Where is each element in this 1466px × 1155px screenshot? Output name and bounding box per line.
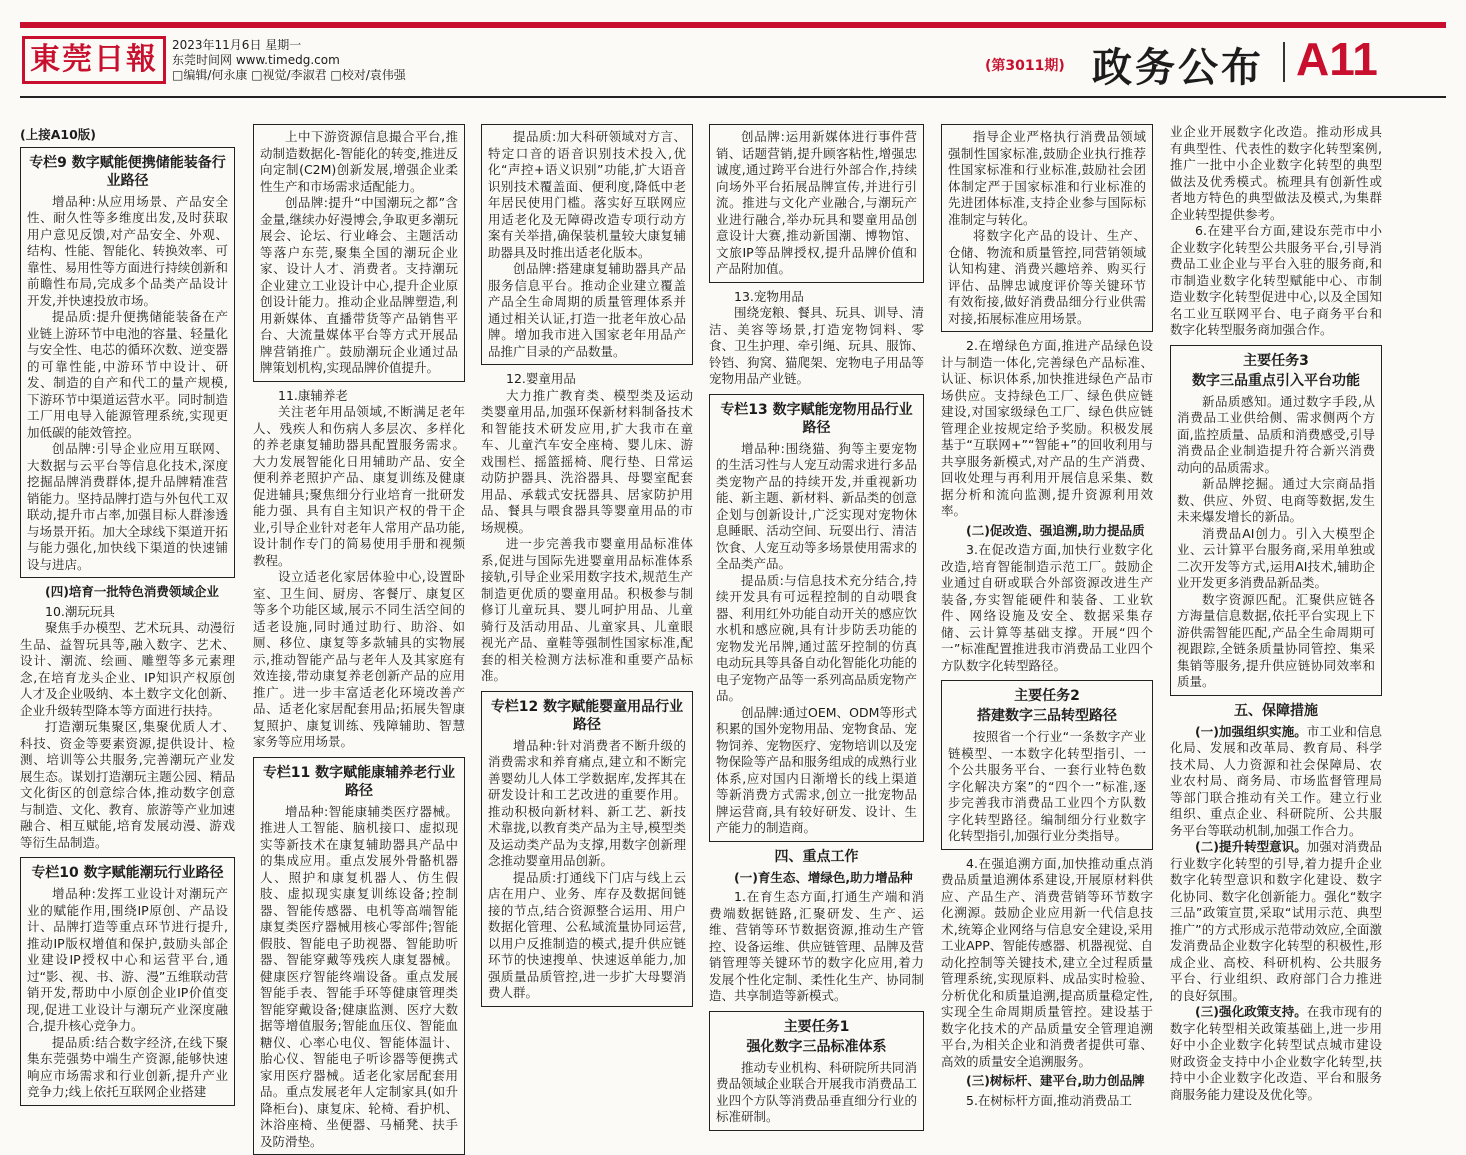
box-title: 专栏11 数字赋能康辅养老行业路径 — [260, 764, 458, 800]
box-title: 专栏12 数字赋能婴童用品行业路径 — [488, 698, 686, 734]
sub-heading: (三)树标杆、建平台,助力创品牌 — [941, 1073, 1153, 1090]
paragraph: 设立适老化家居体验中心,设置卧室、卫生间、厨房、客餐厅、康复区等多个功能区域,展示不同生活空间的适老设施,同时通过助行、助浴、如厕、移位、康复等多款辅具的实物展示,推动智能产品与老年人及其家庭有效连接,带动康复养老创新产品的应用推广。进一步丰富适老化环境改善产品、适老化家居配套用品;拓展失智康复照护、康复训练、残障辅助、智慧家务等应用场景。 — [253, 569, 465, 751]
paragraph: 提品质:与信息技术充分结合,持续开发具有可远程控制的自动喂食器、利用红外功能自动开关的感应饮水机和感应碗,具有计步防丢功能的宠物发光吊牌,通过蓝牙控制的仿真电动玩具等具备自动化智能化功能的电子宠物产品等一系列高品质宠物产品。 — [716, 573, 917, 705]
paragraph: 关注老年用品领域,不断满足老年人、残疾人和伤病人多层次、多样化的养老康复辅助器具配置服务需求。大力发展智能化日用辅助产品、安全便利养老照护产品、康复训练及健康促进辅具;聚焦细分行业培育一批研发能力强、具有自主知识产权的骨干企业,引导企业针对老年人常用产品功能,设计制作专门的简易使用手册和视频教程。 — [253, 404, 465, 569]
task-box-1-continued — [941, 124, 1153, 332]
paragraph — [1170, 1004, 1382, 1103]
top-accent-band — [20, 22, 1446, 28]
column-3 — [481, 124, 693, 1086]
item-heading: 12.婴童用品 — [481, 371, 693, 388]
column-4 — [709, 124, 924, 1086]
sidebar-box-9 — [20, 147, 235, 579]
paragraph: 5.在树标杆方面,推动消费品工 — [941, 1093, 1153, 1110]
paragraph: 上中下游资源信息撮合平台,推动制造数据化-智能化的转变,推进反向定制(C2M)创新发展,增强企业柔性生产和市场需求适配能力。 — [260, 129, 458, 195]
paragraph: 推动专业机构、科研院所共同消费品领域企业联合开展我市消费品工业四个方队等消费品垂直细分行业的标准研制。 — [716, 1060, 917, 1126]
section-heading: 四、重点工作 — [709, 848, 924, 866]
paragraph: 增品种:针对消费者不断升级的消费需求和养育痛点,建立和不断完善婴幼儿人体工学数据库,发挥其在研发设计和工艺改进的重要作用。推动积极向新材料、新工艺、新技术靠拢,以教育类产品为主导,模型类及运动类产品为支撑,用数字创新理念推动婴童用品创新。 — [488, 738, 686, 870]
paragraph: 大力推广教育类、模型类及运动类婴童用品,加强环保新材料制备技术和智能技术研发应用,扩大我市在童车、儿童汽车安全座椅、婴儿床、游戏围栏、摇篮摇椅、爬行垫、日常运动防护器具、洗浴器具、母婴室配套用品、承载式安抚器具、居家防护用品、餐具与喂食器具等婴童用品的市场规模。 — [481, 388, 693, 537]
box-title: 专栏13 数字赋能宠物用品行业路径 — [716, 401, 917, 437]
paragraph: 创品牌:运用新媒体进行事件营销、话题营销,提升顾客粘性,增强忠诚度,通过跨平台进行外部合作,持续向场外平台拓展品牌宣传,并进行引流。推进与文化产业融合,与潮玩产业进行融合,举办玩具和婴童用品创意设计大赛,推动新国潮、博物馆、文旅IP等品牌授权,提升品牌价值和产品附加值。 — [716, 129, 917, 278]
measure-heading: (二)提升转型意识。 — [1195, 839, 1307, 854]
paragraph: 指导企业严格执行消费品领域强制性国家标准,鼓励企业执行推荐性国家标准和行业标准,鼓励社会团体制定严于国家标准和行业标准的先进团体标准,支持企业参与国际标准制定与转化。 — [948, 129, 1146, 228]
paragraph — [1170, 839, 1382, 1004]
column-1 — [20, 124, 235, 1086]
issue-date: 2023年11月6日 星期一 — [172, 38, 406, 53]
task-box-3 — [1170, 345, 1382, 696]
paragraph: 创品牌:提升“中国潮玩之都”含金量,继续办好漫博会,争取更多潮玩展会、论坛、行业峰会、主题活动等落户东莞,聚集全国的潮玩企业家、设计人才、消费者。支持潮玩企业建立工业设计中心,提升企业原创设计能力。推动企业品牌塑造,利用新媒体、直播带货等产品销售平台、大流量媒体平台等方式开展品牌营销推广。鼓励潮玩企业通过品牌策划机构,实现品牌价值提升。 — [260, 195, 458, 377]
paragraph: 增品种:从应用场景、产品安全性、耐久性等多维度出发,及时获取用户意见反馈,对产品安全、外观、结构、性能、智能化、转换效率、可靠性、易用性等方面进行持续创新和前瞻性布局,完成多个品类产品设计开发,并快速投放市场。 — [27, 194, 228, 310]
item-heading: 11.康辅养老 — [253, 388, 465, 405]
issue-number: (第3011期) — [985, 55, 1065, 75]
sidebar-box-12-continued — [709, 124, 924, 283]
sidebar-box-11 — [253, 757, 465, 1155]
task-title: 数字三品重点引入平台功能 — [1177, 372, 1375, 390]
paragraph: 业企业开展数字化改造。推动形成具有典型性、代表性的数字化转型案例,推广一批中小企业数字化转型的典型做法及优秀模式。梳理具有创新性或者地方特色的典型做法及模式,为集群企业转型提供参考。 — [1170, 124, 1382, 223]
column-5 — [941, 124, 1153, 1086]
measure-heading: (一)加强组织实施。 — [1195, 724, 1307, 739]
paragraph: 打造潮玩集聚区,集聚优质人才、科技、资金等要素资源,提供设计、检测、培训等公共服务,完善潮玩产业发展生态。谋划打造潮玩主题公园、精品文化街区的创意综合体,推动数字创意与制造、文化、教育、旅游等产业加速融合、相互赋能,培育发展动漫、游戏等衍生品制造。 — [20, 719, 235, 851]
sub-heading: (二)促改造、强追溯,助力提品质 — [941, 523, 1153, 540]
paragraph: 提品质:提升便携储能装备在产业链上游环节中电池的容量、轻量化与安全性、电芯的循环次数、逆变器的可靠性能,中游环节中设计、研发、制造的自产和代工的量产规模,下游环节中渠道运营水平。同时制造工厂用电导入能源管理系统,实现更加低碳的能效管控。 — [27, 309, 228, 441]
column-2 — [253, 124, 465, 1086]
item-heading: 13.宠物用品 — [709, 289, 924, 306]
measure-text: 在我市现有的数字化转型相关政策基础上,进一步用好中小企业数字化转型试点城市建设财政资金支持中小企业数字化转型,扶持中小企业数字化改造、平台和服务商服务能力建设及优化等。 — [1170, 1004, 1382, 1102]
paragraph: 新品质感知。通过数字手段,从消费品工业供给侧、需求侧两个方面,监控质量、品质和消费感受,引导消费品企业制造提升符合新兴消费动向的品质需求。 — [1177, 394, 1375, 477]
paragraph: 增品种:发挥工业设计对潮玩产业的赋能作用,围绕IP原创、产品设计、品牌打造等重点环节进行提升,推动IP版权增值和保护,鼓励头部企业建设IP授权中心和运营平台,通过“影、视、书、游、漫”五维联动营销开发,帮助中小原创企业IP价值变现,促进工业设计与潮玩产业深度融合,提升核心竞争力。 — [27, 886, 228, 1035]
paragraph: 消费品AI创力。引入大模型企业、云计算平台服务商,采用单独或二次开发等方式,运用AI技术,辅助企业开发更多消费品新品类。 — [1177, 526, 1375, 592]
sidebar-box-10-continued — [253, 124, 465, 382]
task-title: 强化数字三品标准体系 — [716, 1038, 917, 1056]
paragraph: 增品种:围绕猫、狗等主要宠物的生活习性与人宠互动需求进行多品类宠物产品的持续开发,并重视新功能、新主题、新材料、新品类的创意企划与创新设计,广泛实现对宠物休息睡眠、活动空间、玩耍出行、清洁饮食、人宠互动等多场景使用需求的全品类产品。 — [716, 441, 917, 573]
paragraph: 创品牌:引导企业应用互联网、大数据与云平台等信息化技术,深度挖掘品牌消费群体,提升品牌精准营销能力。坚持品牌打造与外包代工双联动,提升市占率,加强目标人群渗透与场景开拓。加大全球线下渠道开拓与能力强化,加快线下渠道的快速铺设与进店。 — [27, 441, 228, 573]
paragraph: 2.在增绿色方面,推进产品绿色设计与制造一体化,完善绿色产品标准、认证、标识体系,加快推进绿色产品市场供应。支持绿色工厂、绿色供应链建设,对国家级绿色工厂、绿色供应链管理企业按规定给予奖励。积极发展基于“互联网+”“智能+”的回收利用与共享服务新模式,对产品的生产消费、回收处理与再利用开展信息采集、数据分析和流向监测,提升资源利用效率。 — [941, 338, 1153, 520]
paragraph: 聚焦手办模型、艺术玩具、动漫衍生品、益智玩具等,融入数字、艺术、设计、潮流、绘画、雕塑等多元素理念,在培育龙头企业、IP知识产权原创人才及企业吸纳、本土数字文化创新、企业升级转型降本等方面进行扶持。 — [20, 620, 235, 719]
paragraph: 1.在育生态方面,打通生产端和消费端数据链路,汇聚研发、生产、运维、营销等环节数据资源,推动生产管控、设备运维、供应链管理、品牌及营销管理等关键环节的数字化应用,着力发展个性化定制、柔性化生产、协同制造、共享制造等新模式。 — [709, 889, 924, 1005]
paragraph: 将数字化产品的设计、生产、仓储、物流和质量管控,同营销领域认知构建、消费兴趣培养、购买行评估、品牌忠诚度评价等关键环节有效衔接,做好消费品细分行业供需对接,拓展标准应用场景。 — [948, 228, 1146, 327]
paragraph: 围绕宠粮、餐具、玩具、训导、清洁、美容等场景,打造宠物饲料、零食、卫生护理、牵引绳、玩具、服饰、铃铛、狗窝、猫爬架、宠物电子用品等宠物用品产业链。 — [709, 305, 924, 388]
paragraph: 提品质:打通线下门店与线上云店在用户、业务、库存及数据间链接的节点,结合资源整合运用、用户数据化管理、公私域流量协同运营,以用户反推制造的模式,提升供应链环节的快速搜单、快速返单能力,加强质量品质管控,进一步扩大母婴消费人群。 — [488, 870, 686, 1002]
paragraph: 4.在强追溯方面,加快推动重点消费品质量追溯体系建设,开展原材料供应、产品生产、消费营销等环节数字化溯源。鼓励企业应用新一代信息技术,统筹企业网络与信息安全建设,采用工业APP、智能传感器、机器视觉、自动化控制等关键技术,建立全过程质量管理系统,实现原料、成品实时检验、分析优化和质量追溯,提高质量稳定性,实现全生命周期质量管控。建设基于数字化技术的产品质量安全管理追溯平台,为相关企业和消费者提供可靠、高效的质量安全追溯服务。 — [941, 856, 1153, 1071]
paragraph: 创品牌:通过OEM、ODM等形式积累的国外宠物用品、宠物食品、宠物饲养、宠物医疗、宠物培训以及宠物保险等产品和服务组成的成熟行业体系,应对国内日渐增长的线上渠道等新消费方式需求,创立一批宠物品牌运营商,具有较好研发、设计、生产能力的制造商。 — [716, 705, 917, 837]
editor-credits: □编辑/何永康 □视觉/李淑君 □校对/袁伟强 — [172, 68, 406, 83]
paragraph: 新品牌挖掘。通过大宗商品指数、供应、外贸、电商等数据,发生未来爆发增长的新品。 — [1177, 476, 1375, 526]
paragraph — [1170, 724, 1382, 840]
section-heading: 五、保障措施 — [1170, 702, 1382, 720]
item-heading: 10.潮玩玩具 — [20, 604, 235, 621]
paragraph: 创品牌:搭建康复辅助器具产品服务信息平台。推动企业建立覆盖产品全生命周期的质量管理体系并通过相关认证,打造一批老年放心品牌。增加我市进入国家老年用品产品推广目录的产品数量。 — [488, 261, 686, 360]
paragraph: 3.在促改造方面,加快行业数字化改造,培育智能制造示范工厂。鼓励企业通过自研或联合外部资源改进生产装备,夯实智能硬件和装备、工业软件、网络设施及安全、数据采集存储、云计算等基础支撑。开展“四个一”标准配置推进我市消费品工业四个方队数字化转型路径。 — [941, 542, 1153, 674]
task-box-2 — [941, 680, 1153, 850]
task-label: 主要任务2 — [948, 687, 1146, 705]
sidebar-box-12 — [481, 691, 693, 1007]
box-title: 专栏9 数字赋能便携储能装备行业路径 — [27, 154, 228, 190]
page-number: A11 — [1296, 32, 1378, 86]
sub-heading: (一)育生态、增绿色,助力增品种 — [709, 870, 924, 887]
paragraph: 提品质:结合数字经济,在线下聚集东莞强势中端生产资源,能够快速响应市场需求和行业创新,提升产业竞争力;线上依托互联网企业搭建 — [27, 1035, 228, 1101]
paragraph: 进一步完善我市婴童用品标准体系,促进与国际先进婴童用品标准体系接轨,引导企业采用数字技术,规范生产制造更优质的婴童用品。积极参与制修订儿童玩具、婴儿呵护用品、儿童骑行及活动用品、儿童家具、儿童眼视光产品、童鞋等强制性国家标准,配套的相关检测方法标准和重要产品标准。 — [481, 536, 693, 685]
sidebar-box-11-continued — [481, 124, 693, 365]
box-title: 专栏10 数字赋能潮玩行业路径 — [27, 864, 228, 882]
paragraph: 按照省一个行业“一条数字产业链模型、一本数字化转型指引、一个公共服务平台、一套行业特色数字化解决方案”的“四个一”标准,逐步完善我市消费品工业四个方队数字化转型路径。编制细分行业数字化转型指引,加强行业分类指导。 — [948, 729, 1146, 845]
paragraph: 增品种:智能康辅类医疗器械。推进人工智能、脑机接口、虚拟现实等新技术在康复辅助器具产品中的集成应用。重点发展外骨骼机器人、照护和康复机器人、仿生假肢、虚拟现实康复训练设备;控制器、智能传感器、电机等高端智能康复类医疗器械用核心零部件;智能假肢、智能电子助视器、智能助听器、智能穿戴等残疾人康复器械。健康医疗智能终端设备。重点发展智能手表、智能手环等健康管理类智能穿戴设备;健康监测、医疗大数据等增值服务;智能血压仪、智能血糖仪、心率心电仪、智能体温计、胎心仪、智能电子听诊器等便携式家用医疗器械。适老化家居配套用品。重点发展老年人定制家具(如升降柜台)、康复床、轮椅、看护机、沐浴座椅、坐便器、马桶凳、扶手及防滑垫。 — [260, 804, 458, 1151]
section-heading: (四)培育一批特色消费领域企业 — [20, 584, 235, 601]
paragraph: 6.在建平台方面,建设东莞市中小企业数字化转型公共服务平台,引导消费品工业企业与平台入驻的服务商,和市制造业数字化转型赋能中心、市制造业数字化转型促进中心,以及全国知名工业互联网平台、电子商务平台和数字化转型服务商加强合作。 — [1170, 223, 1382, 339]
measure-text: 市工业和信息化局、发展和改革局、教育局、科学技术局、人力资源和社会保障局、农业农村局、商务局、市场监督管理局等部门联合推动有关工作。建立行业组织、重点企业、科研院所、公共服务平台等联动机制,加强工作合力。 — [1170, 724, 1382, 838]
masthead-rule — [20, 96, 1446, 98]
website: 东莞时间网 www.timedg.com — [172, 53, 406, 68]
column-6 — [1170, 124, 1382, 1086]
masthead-meta — [172, 38, 406, 83]
paragraph: 数字资源匹配。汇聚供应链各方海量信息数据,依托平台实现上下游供需智能匹配,产品全生命周期可视跟踪,全链条质量协同管控、集采集销等服务,提升供应链协同效率和质量。 — [1177, 592, 1375, 691]
continued-note: (上接A10版) — [20, 127, 235, 144]
section-title: 政务公布 — [1092, 36, 1264, 93]
sidebar-box-10 — [20, 857, 235, 1106]
task-label: 主要任务3 — [1177, 352, 1375, 370]
sidebar-box-13 — [709, 394, 924, 842]
measure-heading: (三)强化政策支持。 — [1195, 1004, 1307, 1019]
newspaper-logo: 東莞日報 — [22, 36, 166, 84]
task-label: 主要任务1 — [716, 1018, 917, 1036]
task-title: 搭建数字三品转型路径 — [948, 707, 1146, 725]
measure-text: 加强对消费品行业数字化转型的引导,着力提升企业数字化转型意识和数字化建设、数字化协同、数字化创新能力。强化“数字三品”政策宣贯,采取“试用示范、典型推广”的方式形成示范带动效应,全面激发消费品企业数字化转型的积极性,形成企业、高校、科研机构、公共服务平台、行业组织、政府部门合力推进的良好氛围。 — [1170, 839, 1382, 1003]
masthead-separator — [1283, 42, 1285, 82]
task-box-1 — [709, 1011, 924, 1131]
paragraph: 提品质:加大科研领域对方言、特定口音的语音识别技术投入,优化“声控+语义识别”功能,扩大语音识别技术覆盖面、便利度,降低中老年居民使用门槛。落实好互联网应用适老化及无障碍改造专项行动方案有关举措,确保装机量较大康复辅助器具及时推出适老化版本。 — [488, 129, 686, 261]
